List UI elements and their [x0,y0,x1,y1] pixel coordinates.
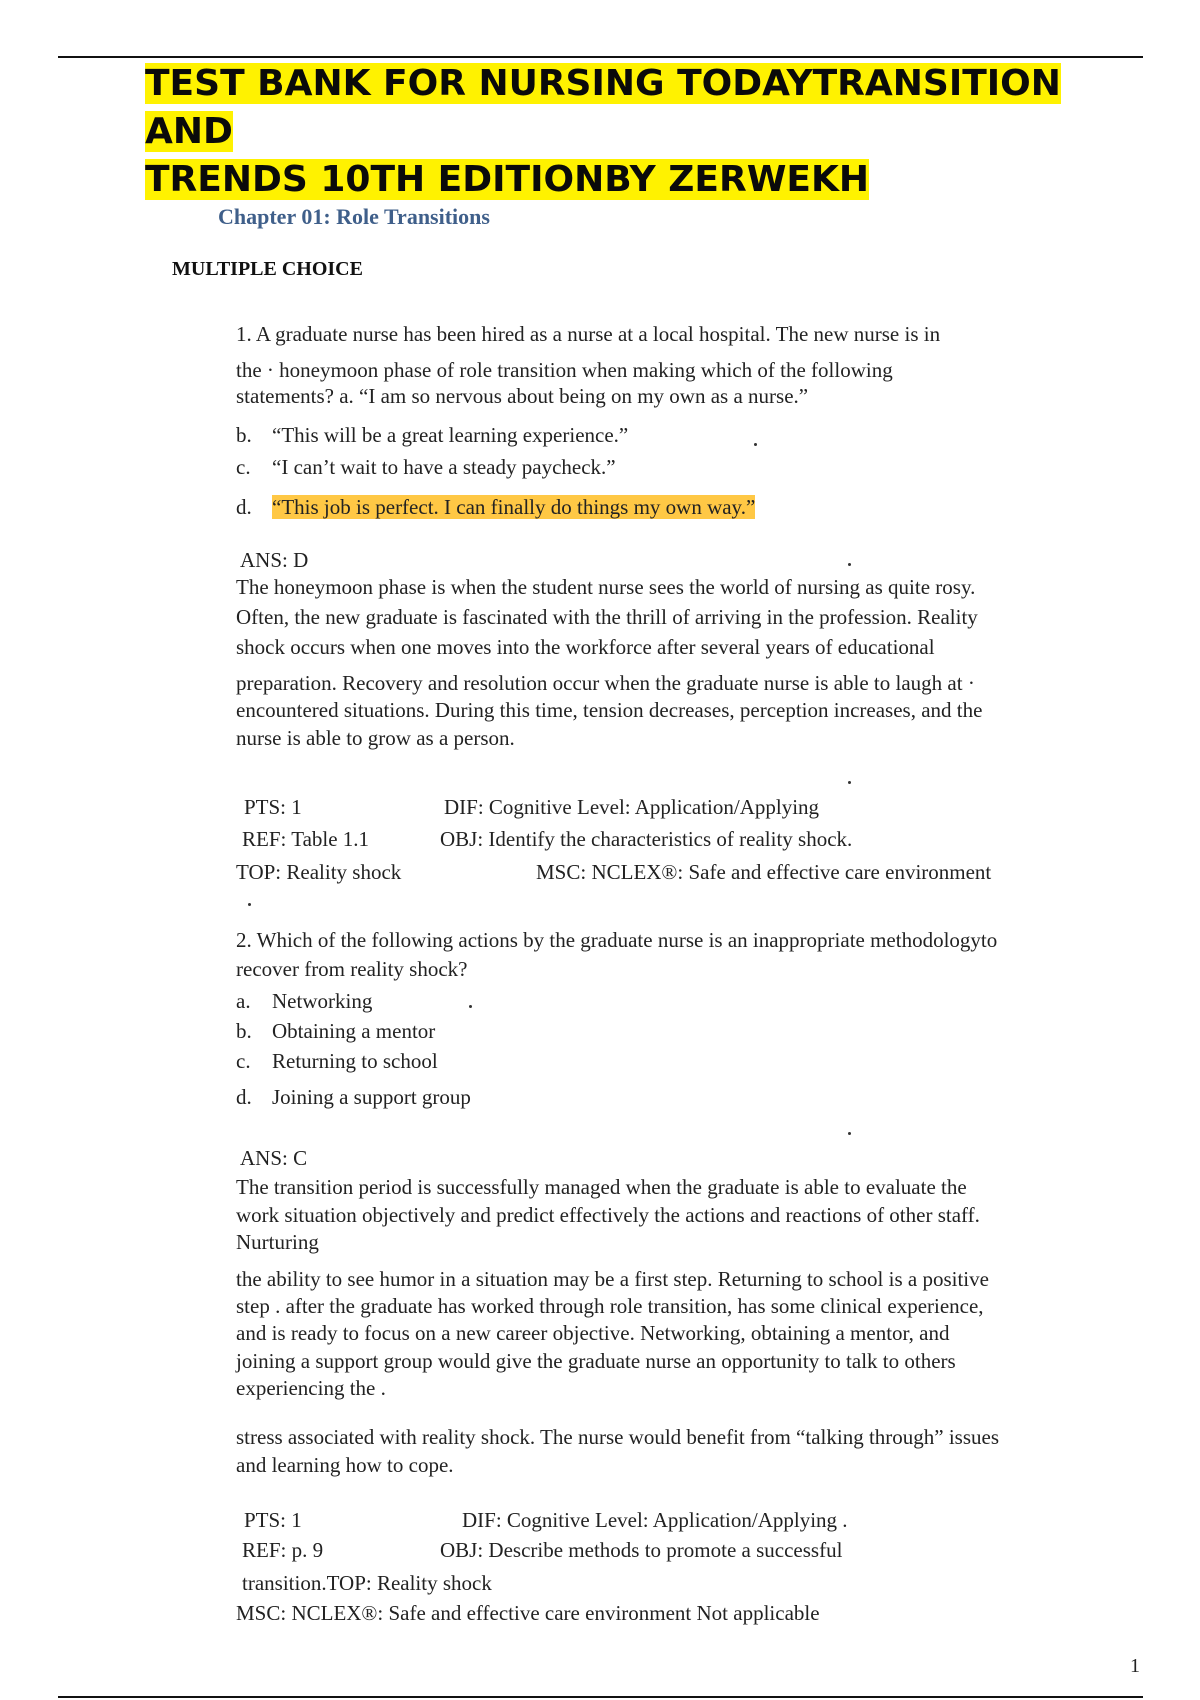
q2-stem [236,926,997,984]
q2-obj: OBJ: Describe methods to promote a successful [440,1538,843,1562]
rationale-line: preparation. Recovery and resolution occur when the graduate nurse is able to laugh at · [236,671,975,695]
q2-answer: ANS: C [240,1146,308,1170]
q1-msc: MSC: NCLEX®: Safe and effective care environment [536,860,992,884]
rationale-line: stress associated with reality shock. The nurse would benefit from “talking through” issues [236,1425,1000,1449]
q1-answer: ANS: D [240,548,309,572]
rationale-line: The honeymoon phase is when the student nurse sees the world of nursing as quite rosy. [236,575,976,599]
q2-rationale-a [236,1173,980,1257]
title-line-1: TEST BANK FOR NURSING TODAYTRANSITION AND [145,63,1061,152]
q1-stem-line: the · honeymoon phase of role transition when making which of the following [236,358,893,382]
stray-dot [469,1005,472,1008]
q1-option-c [236,453,616,482]
q1-stem-line: 1. A graduate nurse has been hired as a nurse at a local hospital. The new nurse is in [236,322,941,346]
chapter-heading: Chapter 01: Role Transitions [218,204,490,229]
rationale-line: shock occurs when one moves into the workforce after several years of educational [236,635,935,659]
q2-dif: DIF: Cognitive Level: Application/Applying . [462,1508,848,1532]
q2-top: transition.TOP: Reality shock [242,1571,492,1595]
q2-stem-line: recover from reality shock? [236,957,468,981]
q2-pts: PTS: 1 [244,1508,302,1532]
rationale-line: step . after the graduate has worked through role transition, has some clinical experience, [236,1294,984,1318]
rationale-line: and is ready to focus on a new career objective. Networking, obtaining a mentor, and [236,1321,950,1345]
option-letter: b. [236,423,252,447]
q1-dif: DIF: Cognitive Level: Application/Applying [444,795,820,819]
stray-dot [754,443,757,446]
q2-stem-line: 2. Which of the following actions by the graduate nurse is an inappropriate methodologyto [236,928,998,952]
q1-stem [236,320,940,411]
option-letter: a. [236,989,251,1013]
option-text: “This will be a great learning experience.” [272,423,629,447]
q2-option-a [236,987,372,1016]
q2-rationale-c [236,1423,999,1480]
bottom-rule [58,1696,1143,1698]
rationale-line: the ability to see humor in a situation may be a first step. Returning to school is a positive [236,1267,989,1291]
q2-rationale-b [236,1265,989,1403]
rationale-line: encountered situations. During this time, tension decreases, perception increases, and the [236,698,983,722]
rationale-line: nurse is able to grow as a person. [236,726,515,750]
rationale-line: Nurturing [236,1230,319,1254]
option-text: Obtaining a mentor [272,1019,436,1043]
stray-dot [848,781,851,784]
option-letter: b. [236,1019,252,1043]
rationale-line: work situation objectively and predict effectively the actions and reactions of other staff. [236,1203,980,1227]
section-heading: MULTIPLE CHOICE [172,258,363,280]
option-text: Returning to school [272,1049,438,1073]
rationale-line: experiencing the . [236,1376,386,1400]
rationale-line: Often, the new graduate is fascinated with the thrill of arriving in the profession. Reality [236,605,978,629]
q1-top: TOP: Reality shock [236,860,402,884]
document-title [145,60,1145,204]
q1-ref: REF: Table 1.1 [242,827,370,851]
stray-dot [848,563,851,566]
highlighted-answer: “This job is perfect. I can finally do things my own way.” [272,495,756,519]
q2-option-d [236,1083,471,1112]
option-letter: d. [236,495,252,519]
q1-option-b [236,421,628,450]
q1-option-d [236,493,755,522]
q1-pts: PTS: 1 [244,795,302,819]
option-letter: c. [236,455,251,479]
page-number: 1 [1130,1655,1140,1677]
title-line-2: TRENDS 10TH EDITIONBY ZERWEKH [145,159,870,200]
rationale-line: The transition period is successfully managed when the graduate is able to evaluate the [236,1175,967,1199]
rationale-line: joining a support group would give the graduate nurse an opportunity to talk to others [236,1349,956,1373]
q2-ref: REF: p. 9 [242,1538,324,1562]
option-letter: d. [236,1085,252,1109]
q1-rationale [236,573,982,753]
option-text: “I can’t wait to have a steady paycheck.” [272,455,616,479]
q2-option-c [236,1047,438,1076]
option-text: Joining a support group [272,1085,471,1109]
stray-dot [848,1132,851,1135]
q2-msc: MSC: NCLEX®: Safe and effective care environment Not applicable [236,1601,820,1625]
q2-option-b [236,1017,435,1046]
stray-dot [248,903,251,906]
rationale-line: and learning how to cope. [236,1453,454,1477]
option-letter: c. [236,1049,251,1073]
option-text: Networking [272,989,373,1013]
top-rule [58,56,1143,58]
q1-obj: OBJ: Identify the characteristics of reality shock. [440,827,853,851]
q1-stem-line: statements? a. “I am so nervous about being on my own as a nurse.” [236,384,809,408]
